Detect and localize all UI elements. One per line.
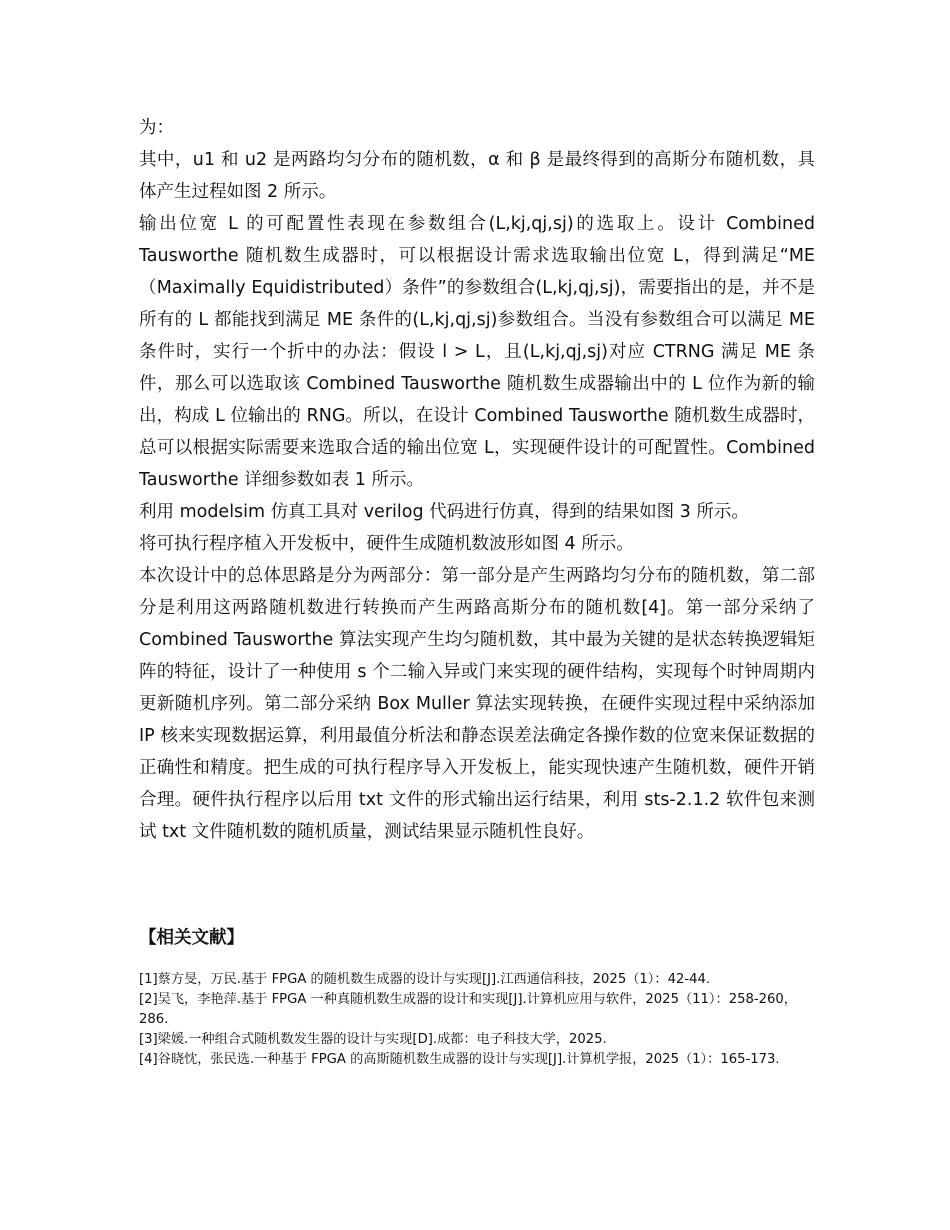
paragraph-simulation: 利用 modelsim 仿真工具对 verilog 代码进行仿真，得到的结果如图 3 所示。 (139, 502, 749, 522)
references-heading: 【相关文献】 (139, 928, 244, 948)
paragraph-hardware: 将可执行程序植入开发板中，硬件生成随机数波形如图 4 所示。 (139, 534, 634, 554)
reference-item: [4]谷晓忱，张民选.一种基于 FPGA 的高斯随机数生成器的设计与实现[J].计算机学报，2025（1）：165-173. (139, 1052, 780, 1067)
reference-item: [3]梁媛.一种组合式随机数发生器的设计与实现[D].成都：电子科技大学，2025. (139, 1032, 607, 1047)
paragraph-configurability: 输出位宽 L 的可配置性表现在参数组合(L,kj,qj,sj)的选取上。设计 Combined Tausworthe 随机数生成器时，可以根据设计需求选取输出位宽 L，得到满足“ME（Maximally Equidistributed）条件”的参数组合(L,kj,qj,sj)，需要指出的是，并不是所有的 L 都能找到满足 ME 条件的(L,kj,qj,sj)参数组合。当没有参数组合可以满足 ME 条件时，实行一个折中的办法：假设 l > L，且(L,kj,qj,sj)对应 CTRNG 满足 ME 条件，那么可以选取该 Combined Tausworthe 随机数生成器输出中的 L 位作为新的输出，构成 L 位输出的 RNG。所以，在设计 Combined Tausworthe 随机数生成器时，总可以根据实际需要来选取合适的输出位宽 L，实现硬件设计的可配置性。Combined Tausworthe 详细参数如表 1 所示。 (139, 214, 815, 490)
body-text (139, 112, 815, 848)
paragraph-variables: 其中，u1 和 u2 是两路均匀分布的随机数，α 和 β 是最终得到的高斯分布随机数，具体产生过程如图 2 所示。 (139, 150, 815, 202)
paragraph-summary: 本次设计中的总体思路是分为两部分：第一部分是产生两路均匀分布的随机数，第二部分是利用这两路随机数进行转换而产生两路高斯分布的随机数[4]。第一部分采纳了 Combined Tausworthe 算法实现产生均匀随机数，其中最为关键的是状态转换逻辑矩阵的特征，设计了一种使用 s 个二输入异或门来实现的硬件结构，实现每个时钟周期内更新随机序列。第二部分采纳 Box Muller 算法实现转换，在硬件实现过程中采纳添加 IP 核来实现数据运算，利用最值分析法和静态误差法确定各操作数的位宽来保证数据的正确性和精度。把生成的可执行程序导入开发板上，能实现快速产生随机数，硬件开销合理。硬件执行程序以后用 txt 文件的形式输出运行结果，利用 sts-2.1.2 软件包来测试 txt 文件随机数的随机质量，测试结果显示随机性良好。 (139, 566, 815, 842)
reference-item: [1]蔡方旻，万民.基于 FPGA 的随机数生成器的设计与实现[J].江西通信科技，2025（1）：42-44. (139, 972, 711, 987)
reference-item: [2]吴飞，李艳萍.基于 FPGA 一种真随机数生成器的设计和实现[J].计算机应用与软件，2025（11）：258-260，286. (139, 992, 797, 1027)
references-list (139, 970, 809, 1070)
paragraph-formula-intro: 为： (139, 118, 174, 138)
